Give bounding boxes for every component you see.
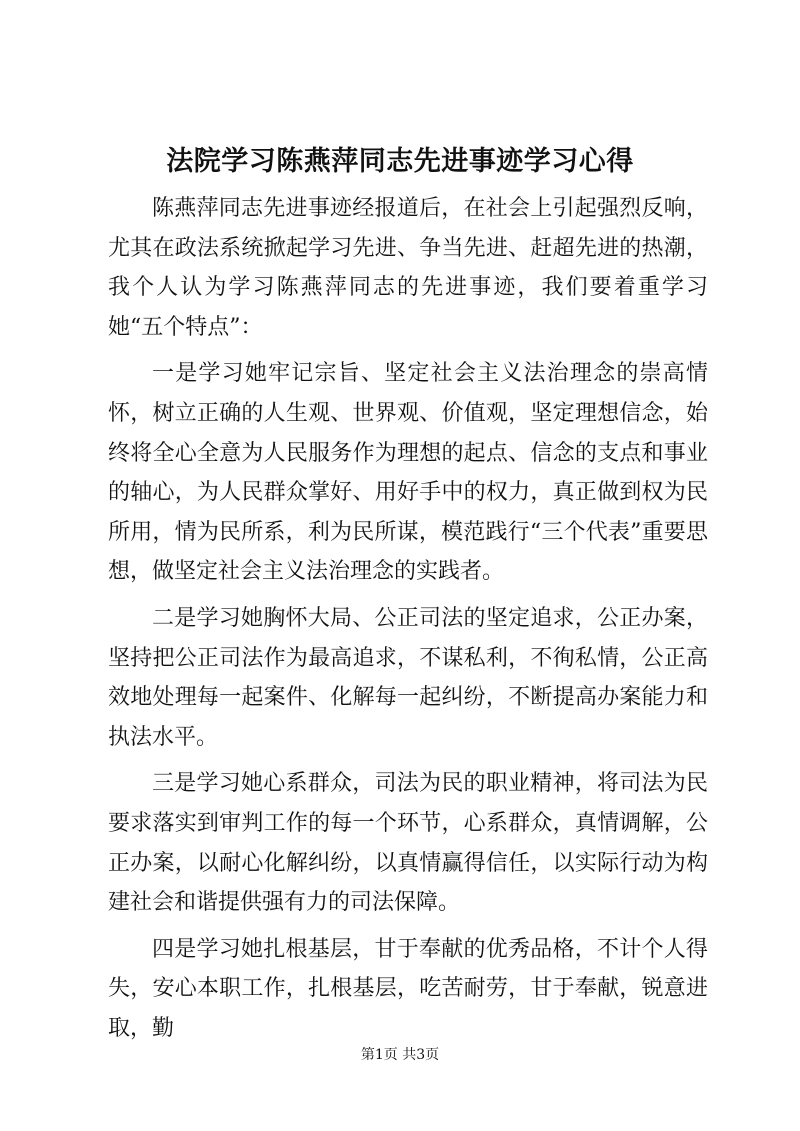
document-body — [108, 189, 708, 1048]
page-number-footer: 第1页 共3页 — [360, 1047, 440, 1063]
paragraph-point-3: 三是学习她心系群众，司法为民的职业精神，将司法为民要求落实到审判工作的每一个环节，心系群众，真情调解，公正办案，以耐心化解纠纷，以真情赢得信任，以实际行动为构建社会和谐提供强有力的司法保障。 — [108, 771, 708, 916]
document-title: 法院学习陈燕萍同志先进事迹学习心得 — [166, 146, 634, 177]
paragraph-point-2: 二是学习她胸怀大局、公正司法的坚定追求，公正办案，坚持把公正司法作为最高追求，不谋私利，不徇私情，公正高效地处理每一起案件、化解每一起纠纷，不断提高办案能力和执法水平。 — [108, 605, 708, 750]
paragraph-point-4: 四是学习她扎根基层，甘于奉献的优秀品格，不计个人得失，安心本职工作，扎根基层，吃苦耐劳，甘于奉献，锐意进取，勤 — [108, 936, 708, 1041]
paragraph-intro: 陈燕萍同志先进事迹经报道后，在社会上引起强烈反响，尤其在政法系统掀起学习先进、争当先进、赶超先进的热潮，我个人认为学习陈燕萍同志的先进事迹，我们要着重学习她“五个特点”： — [108, 196, 708, 340]
paragraph-point-1: 一是学习她牢记宗旨、坚定社会主义法治理念的崇高情怀，树立正确的人生观、世界观、价值观，坚定理想信念，始终将全心全意为人民服务作为理想的起点、信念的支点和事业的轴心，为人民群众掌好、用好手中的权力，真正做到权为民所用，情为民所系，利为民所谋，模范践行“三个代表”重要思想，做坚定社会主义法治理念的实践者。 — [108, 361, 708, 585]
